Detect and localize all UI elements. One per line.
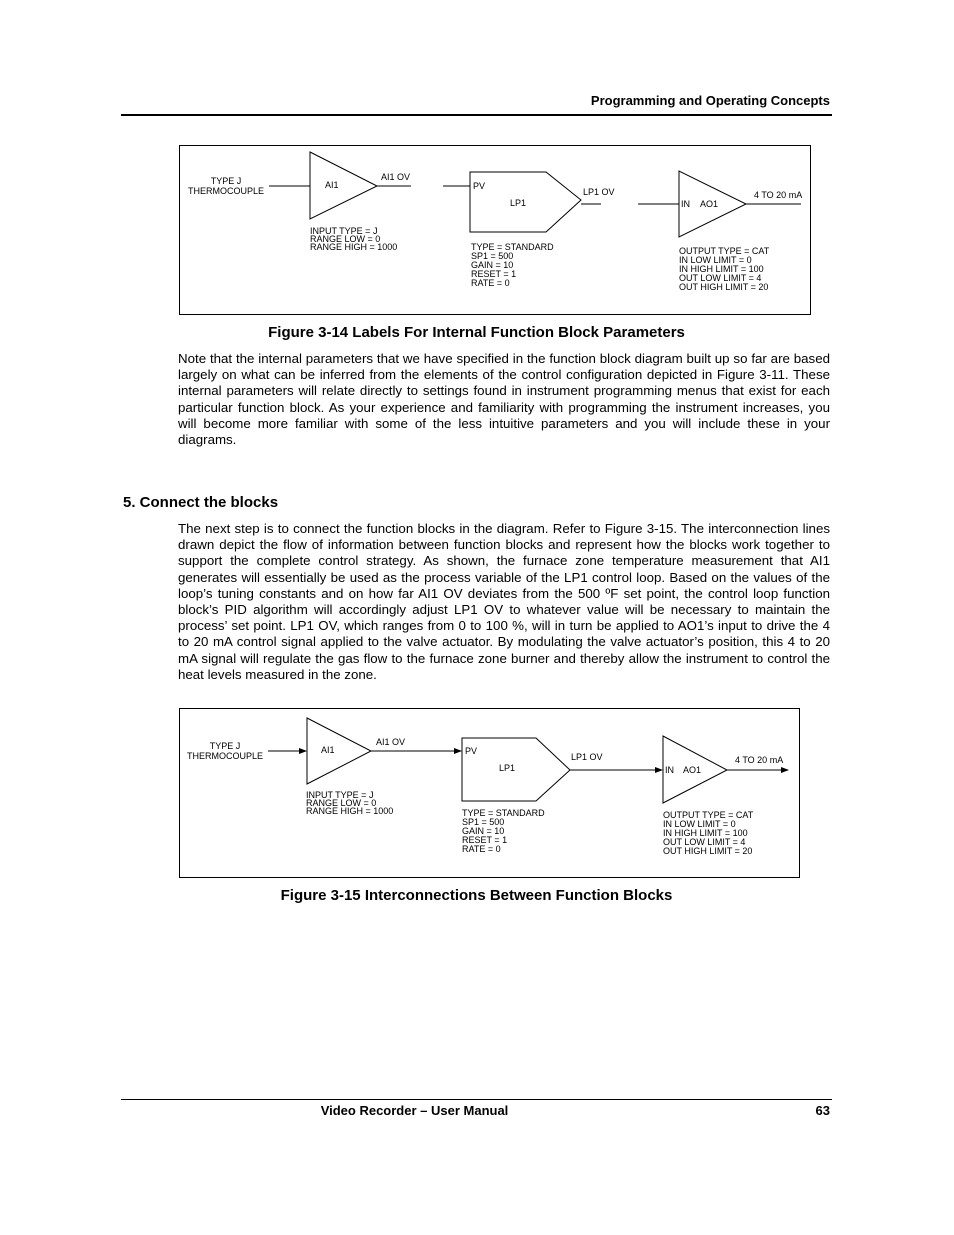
footer-title: Video Recorder – User Manual [320,1103,509,1118]
running-header: Programming and Operating Concepts [590,93,830,108]
ai1-label: AI1 [321,745,335,755]
lp1-ov-label: LP1 OV [583,187,615,197]
header-rule [121,114,832,116]
lp1-param-4: RATE = 0 [462,844,501,854]
ai1-block [310,152,377,219]
ai1-ov-label: AI1 OV [381,172,411,182]
ao1-param-3: OUT LOW LIMIT = 4 [679,273,762,283]
paragraph-connect-blocks: The next step is to connect the function blocks in the diagram. Refer to Figure 3-15. The interconnection lines drawn depict the flow of information between function blocks and represent how the blocks work together to support the complete control strategy. As shown, the furnace zone temperature measurement that AI1 generates will essentially be used as the process variable of the LP1 control loop. Based on the values of the loop’s tuning constants and on how far AI1 OV deviates from the 500 ºF set point, the control loop function block’s PID algorithm will accordingly adjust LP1 OV to whatever value will be necessary to maintain the process’ set point. LP1 OV, which ranges from 0 to 100 %, will in turn be applied to AO1’s input to drive the 4 to 20 mA control signal applied to the valve actuator. By modulating the valve actuator’s position, this 4 to 20 mA signal will regulate the gas flow to the furnace zone burner and thereby allow the instrument to control the heat levels measured in the zone. [178,521,830,682]
lp1-param-4: RATE = 0 [471,278,510,288]
ao1-output-label: 4 TO 20 mA [735,755,784,765]
figure-3-14-caption: Figure 3-14 Labels For Internal Function Block Parameters [268,324,685,341]
ao1-param-2: IN HIGH LIMIT = 100 [663,828,748,838]
lp1-param-0: TYPE = STANDARD [471,242,554,252]
input-label-line2: THERMOCOUPLE [186,751,264,761]
lp1-pv-label: PV [465,746,478,756]
paragraph-internal-parameters: Note that the internal parameters that we have specified in the function block diagram built up so far are based largely on what can be inferred from the elements of the control configuration depicted in Figure 3-11. These internal parameters will relate directly to settings found in instrument programming menus that exist for each particular function block. As your experience and familiarity with programming the instrument increases, you will become more familiar with some of the less intuitive parameters and you will include these in your diagrams. [178,351,830,448]
ao1-param-2: IN HIGH LIMIT = 100 [679,264,764,274]
ai1-param-1: RANGE LOW = 0 [306,798,377,808]
ao1-label: AO1 [683,765,702,775]
lp1-param-1: SP1 = 500 [471,251,514,261]
section-heading-connect-blocks: 5. Connect the blocks [123,494,279,511]
ai1-block [307,718,371,784]
lp1-block [462,738,570,801]
lp1-ov-label: LP1 OV [571,752,603,762]
ai1-label: AI1 [325,180,339,190]
ai1-param-1: RANGE LOW = 0 [310,234,381,244]
ao1-param-4: OUT HIGH LIMIT = 20 [679,282,769,292]
figure-3-15-diagram [179,708,801,879]
lp1-param-3: RESET = 1 [462,835,508,845]
input-label-line2: THERMOCOUPLE [187,186,265,196]
figure-3-15-caption: Figure 3-15 Interconnections Between Function Blocks [280,887,673,904]
ao1-param-1: IN LOW LIMIT = 0 [679,255,752,265]
input-label-line1: TYPE J [210,176,242,186]
lp1-param-3: RESET = 1 [471,269,517,279]
ao1-param-0: OUTPUT TYPE = CAT [679,246,770,256]
ao1-in-label: IN [681,199,690,209]
lp1-pv-label: PV [473,181,486,191]
input-label-line1: TYPE J [209,741,241,751]
ai1-param-2: RANGE HIGH = 1000 [310,242,398,252]
ao1-in-label: IN [665,765,674,775]
ai1-param-2: RANGE HIGH = 1000 [306,806,394,816]
ao1-param-3: OUT LOW LIMIT = 4 [663,837,746,847]
lp1-param-2: GAIN = 10 [471,260,514,270]
ai1-ov-label: AI1 OV [376,737,406,747]
footer-rule [121,1099,832,1100]
lp1-param-1: SP1 = 500 [462,817,505,827]
ao1-param-0: OUTPUT TYPE = CAT [663,810,754,820]
lp1-param-0: TYPE = STANDARD [462,808,545,818]
ao1-param-1: IN LOW LIMIT = 0 [663,819,736,829]
ai1-param-0: INPUT TYPE = J [310,226,378,236]
ao1-output-label: 4 TO 20 mA [754,190,803,200]
lp1-label: LP1 [510,198,527,208]
lp1-label: LP1 [499,763,516,773]
figure-3-14-diagram [179,145,811,315]
lp1-param-2: GAIN = 10 [462,826,505,836]
ai1-param-0: INPUT TYPE = J [306,790,374,800]
ao1-label: AO1 [700,199,719,209]
page-number: 63 [815,1103,830,1118]
ao1-param-4: OUT HIGH LIMIT = 20 [663,846,753,856]
